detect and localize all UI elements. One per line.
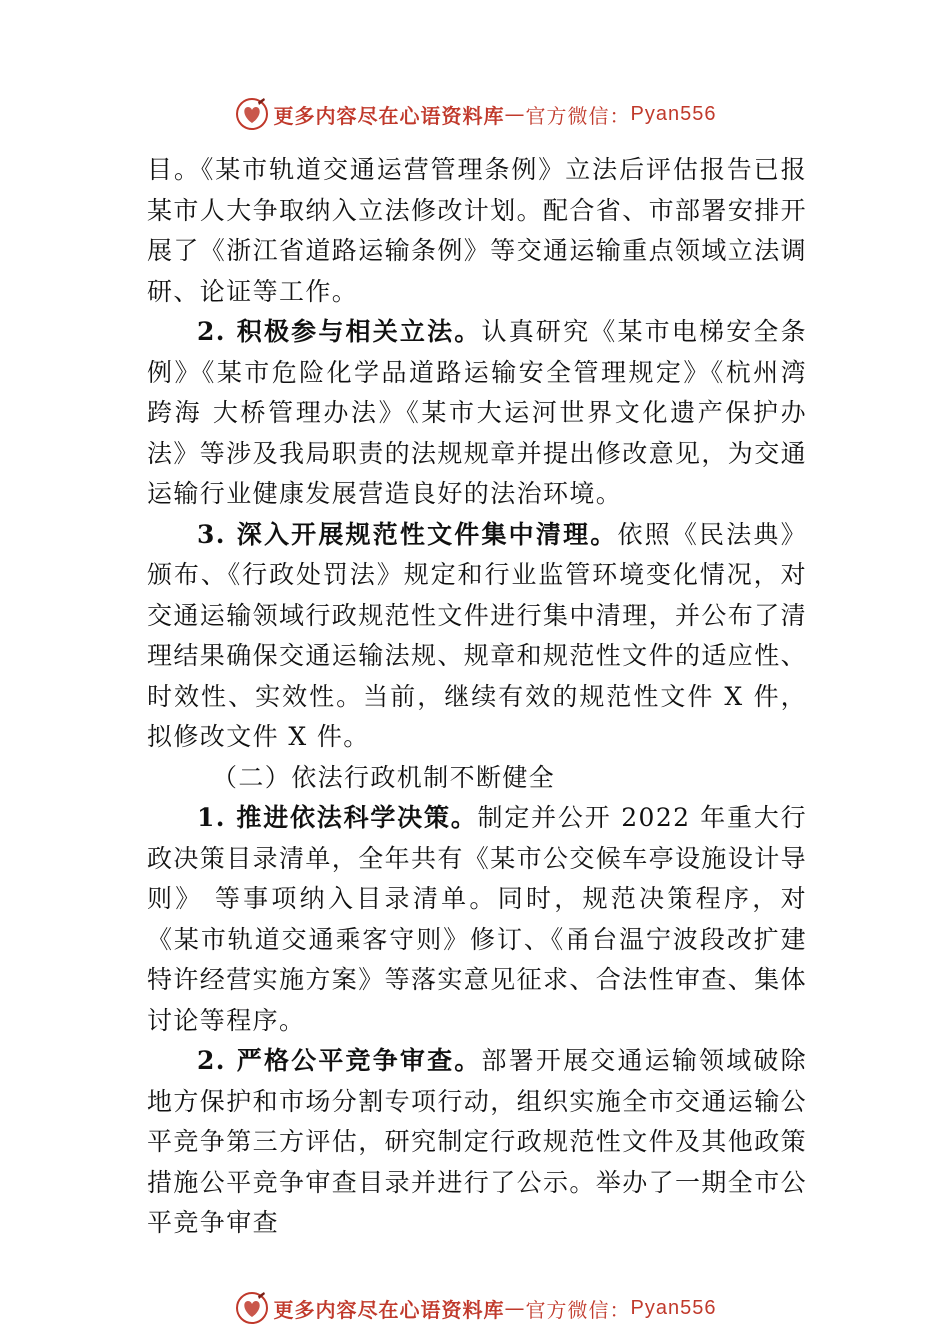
section-heading: （二）依法行政机制不断健全: [212, 762, 556, 792]
watermark-footer: [0, 1288, 950, 1328]
paragraph-text: 目。《某市轨道交通运营管理条例》立法后评估报告已报某市人大争取纳入立法修改计划。配合省、市部署安排开展了《浙江省道路运输条例》等交通运输重点领域立法调研、论证等工作。: [147, 155, 808, 306]
watermark-id: Pyan556: [630, 1296, 717, 1319]
paragraph-heading: 2. 积极参与相关立法。: [197, 317, 482, 346]
watermark-label: 官方微信：: [525, 1297, 631, 1322]
paragraph-heading: 2. 严格公平竞争审查。: [197, 1046, 482, 1075]
paragraph-text: 制定并公开 2022 年重大行政决策目录清单，全年共有《某市公交候车亭设施设计导则》 等事项纳入目录清单。同时，规范决策程序，对《某市轨道交通乘客守则》修订、《甬台温宁波段改扩建特许经营实施方案》等落实意见征求、合法性审查、集体讨论等程序。: [147, 803, 808, 1035]
document-body: [147, 150, 807, 1244]
watermark-dash: —: [504, 102, 526, 126]
watermark-dash: —: [504, 1296, 526, 1320]
watermark-header: [0, 94, 950, 134]
heart-pen-logo-icon: [234, 1290, 270, 1326]
paragraph-1: [147, 150, 807, 312]
watermark-brand: 更多内容尽在心语资料库: [273, 1297, 505, 1322]
paragraph-heading: 1. 推进依法科学决策。: [197, 803, 478, 832]
heart-pen-logo-icon: [234, 96, 270, 132]
watermark-brand: 更多内容尽在心语资料库: [273, 103, 505, 128]
paragraph-text: 依照《民法典》颁布、《行政处罚法》规定和行业监管环境变化情况，对交通运输领域行政规范性文件进行集中清理，并公布了清理结果确保交通运输法规、规章和规范性文件的适应性、时效性、实效性。当前，继续有效的规范性文件 X 件，拟修改文件 X 件。: [147, 519, 808, 751]
paragraph-3: [147, 515, 807, 758]
watermark-label: 官方微信：: [525, 103, 631, 128]
watermark-id: Pyan556: [630, 102, 717, 125]
paragraph-4: [147, 798, 807, 1041]
paragraph-text: 认真研究《某市电梯安全条例》《某市危险化学品道路运输安全管理规定》《杭州湾跨海 大桥管理办法》《某市大运河世界文化遗产保护办法》等涉及我局职责的法规规章并提出修改意见，为交通运输行业健康发展营造良好的法治环境。: [147, 317, 808, 508]
paragraph-heading: 3. 深入开展规范性文件集中清理。: [197, 519, 618, 549]
paragraph-2: [147, 312, 807, 515]
paragraph-5: [147, 1041, 807, 1244]
paragraph-text: 部署开展交通运输领域破除地方保护和市场分割专项行动，组织实施全市交通运输公平竞争第三方评估，研究制定行政规范性文件及其他政策措施公平竞争审查目录并进行了公示。举办了一期全市公平竞争审查: [147, 1046, 808, 1237]
